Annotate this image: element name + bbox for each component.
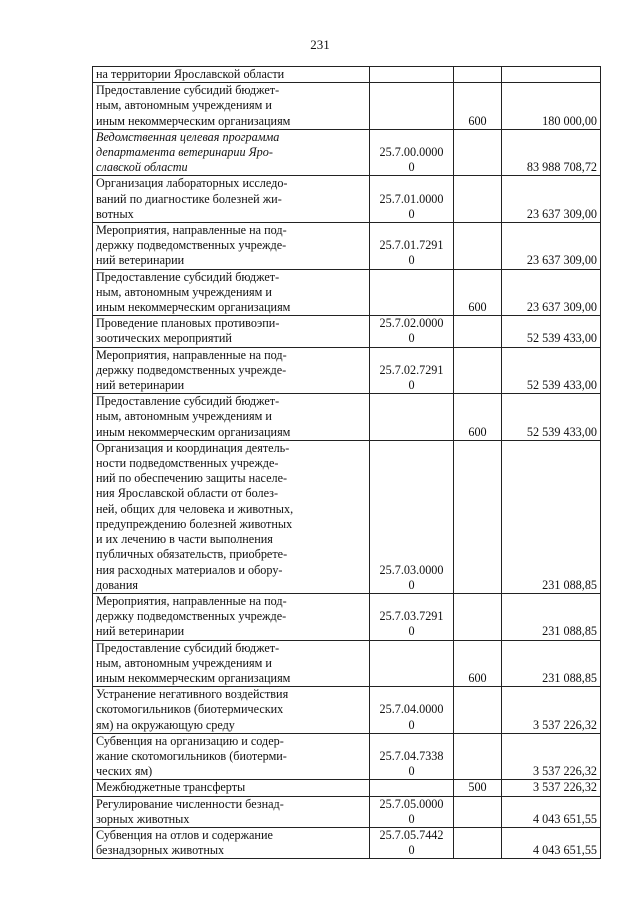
row-name-line: ным, автономным учреждениям и: [96, 284, 272, 299]
row-amount-cell: 4 043 651,55: [502, 796, 601, 827]
row-code-cell: [370, 394, 454, 441]
row-code-cell: [370, 733, 454, 780]
table-row: [93, 129, 601, 176]
row-name-line: Проведение плановых противоэпи-: [96, 316, 280, 331]
row-amount-cell: 3 537 226,32: [502, 733, 601, 780]
row-name-line: департамента ветеринарии Яро-: [96, 145, 273, 160]
row-name-cell: [93, 129, 370, 176]
row-expense-type-cell: [454, 440, 502, 593]
row-amount-cell: 52 539 433,00: [502, 394, 601, 441]
row-amount-cell: 180 000,00: [502, 83, 601, 130]
row-code-cell: [370, 316, 454, 347]
row-expense-type-cell: [454, 316, 502, 347]
row-name-line: Предоставление субсидий бюджет-: [96, 640, 280, 655]
table-row: [93, 733, 601, 780]
row-name-line: иным некоммерческим организациям: [96, 424, 291, 439]
row-code-line: 0: [408, 253, 415, 268]
row-expense-type-cell: [454, 67, 502, 83]
row-code-line: 25.7.05.7442: [379, 827, 444, 842]
row-name-cell: [93, 687, 370, 734]
row-name-line: Мероприятия, направленные на под-: [96, 223, 287, 238]
row-code-cell: [370, 440, 454, 593]
row-name-line: Регулирование численности безнад-: [96, 796, 284, 811]
row-code-cell: [370, 223, 454, 270]
row-amount-cell: 23 637 309,00: [502, 223, 601, 270]
table-row: [93, 176, 601, 223]
page-number: 231: [310, 37, 330, 52]
table-row: [93, 316, 601, 347]
row-code-line: 0: [408, 206, 415, 221]
row-amount-cell: [502, 67, 601, 83]
row-code-cell: [370, 83, 454, 130]
row-expense-type-cell: [454, 796, 502, 827]
row-amount-cell: 231 088,85: [502, 440, 601, 593]
row-name-cell: [93, 640, 370, 687]
table-row: [93, 67, 601, 83]
row-name-line: Предоставление субсидий бюджет-: [96, 269, 280, 284]
row-expense-type-cell: [454, 687, 502, 734]
row-name-line: ваний по диагностике болезней жи-: [96, 191, 282, 206]
row-name-line: ней, общих для человека и животных,: [96, 501, 294, 516]
table-row: [93, 640, 601, 687]
row-name-line: славской области: [96, 160, 188, 175]
row-name-line: Ведомственная целевая программа: [96, 129, 280, 144]
row-name-line: Предоставление субсидий бюджет-: [96, 394, 280, 409]
row-name-cell: [93, 780, 370, 796]
row-code-cell: [370, 176, 454, 223]
row-name-line: безнадзорных животных: [96, 843, 225, 858]
row-name-line: иным некоммерческим организациям: [96, 113, 291, 128]
row-code-cell: [370, 269, 454, 316]
row-name-line: публичных обязательств, приобрете-: [96, 547, 288, 562]
row-name-cell: [93, 440, 370, 593]
row-name-line: ным, автономным учреждениям и: [96, 98, 272, 113]
row-name-line: Организация лабораторных исследо-: [96, 176, 288, 191]
row-expense-type-cell: [454, 593, 502, 640]
row-expense-type-cell: [454, 129, 502, 176]
table-row: [93, 223, 601, 270]
row-name-line: Субвенция на организацию и содер-: [96, 733, 284, 748]
row-code-cell: [370, 780, 454, 796]
row-code-line: 0: [408, 764, 415, 779]
row-name-line: держку подведомственных учрежде-: [96, 238, 287, 253]
row-code-line: 25.7.01.0000: [379, 191, 444, 206]
row-code-cell: [370, 687, 454, 734]
row-amount-cell: 231 088,85: [502, 593, 601, 640]
row-name-line: ным, автономным учреждениям и: [96, 409, 272, 424]
table-row: [93, 827, 601, 858]
row-name-cell: [93, 796, 370, 827]
row-code-line: 25.7.01.7291: [379, 238, 444, 253]
row-name-line: на территории Ярославской области: [96, 67, 285, 81]
row-name-line: Организация и координация деятель-: [96, 440, 290, 455]
budget-table: [92, 66, 601, 859]
row-code-cell: [370, 347, 454, 394]
table-row: [93, 269, 601, 316]
row-code-line: 0: [408, 624, 415, 639]
row-name-line: скотомогильников (биотермических: [96, 702, 284, 717]
row-name-line: вотных: [96, 206, 134, 221]
row-name-line: ям) на окружающую среду: [96, 717, 235, 732]
row-amount-cell: 23 637 309,00: [502, 269, 601, 316]
row-name-line: иным некоммерческим организациям: [96, 300, 291, 315]
table-body: [93, 67, 601, 859]
row-name-cell: [93, 593, 370, 640]
row-name-cell: [93, 223, 370, 270]
row-amount-cell: 3 537 226,32: [502, 780, 601, 796]
table-row: [93, 593, 601, 640]
table-row: [93, 440, 601, 593]
row-amount-cell: 231 088,85: [502, 640, 601, 687]
row-expense-type-cell: [454, 827, 502, 858]
row-name-line: ния расходных материалов и обору-: [96, 562, 283, 577]
row-expense-type-cell: 600: [454, 269, 502, 316]
row-code-cell: [370, 796, 454, 827]
row-amount-cell: 3 537 226,32: [502, 687, 601, 734]
row-amount-cell: 52 539 433,00: [502, 347, 601, 394]
table-row: [93, 780, 601, 796]
row-name-line: и их лечению в части выполнения: [96, 532, 273, 547]
row-expense-type-cell: 600: [454, 394, 502, 441]
row-code-line: 25.7.04.7338: [379, 748, 444, 763]
row-code-line: 25.7.02.0000: [379, 316, 444, 331]
row-name-line: Предоставление субсидий бюджет-: [96, 83, 280, 98]
row-name-line: ний ветеринарии: [96, 624, 185, 639]
row-code-line: 25.7.03.7291: [379, 609, 444, 624]
row-expense-type-cell: [454, 176, 502, 223]
row-amount-cell: 4 043 651,55: [502, 827, 601, 858]
row-expense-type-cell: 600: [454, 640, 502, 687]
row-name-line: зорных животных: [96, 811, 190, 826]
row-name-cell: [93, 394, 370, 441]
table-row: [93, 796, 601, 827]
row-code-line: 0: [408, 811, 415, 826]
row-name-line: жание скотомогильников (биотерми-: [96, 748, 287, 763]
row-code-line: 25.7.04.0000: [379, 702, 444, 717]
row-expense-type-cell: 600: [454, 83, 502, 130]
row-name-cell: [93, 316, 370, 347]
row-name-cell: [93, 347, 370, 394]
row-amount-cell: 52 539 433,00: [502, 316, 601, 347]
row-code-line: 0: [408, 717, 415, 732]
row-name-cell: [93, 269, 370, 316]
row-name-line: ческих ям): [96, 764, 153, 779]
row-name-line: держку подведомственных учрежде-: [96, 362, 287, 377]
row-code-cell: [370, 129, 454, 176]
table-row: [93, 83, 601, 130]
row-code-line: 25.7.03.0000: [379, 562, 444, 577]
row-code-line: 0: [408, 331, 415, 346]
row-name-line: ний ветеринарии: [96, 378, 185, 393]
row-code-line: 0: [408, 378, 415, 393]
row-code-line: 25.7.05.0000: [379, 796, 444, 811]
row-code-line: 25.7.00.0000: [379, 145, 444, 160]
row-name-line: зоотических мероприятий: [96, 331, 232, 346]
row-name-line: Субвенция на отлов и содержание: [96, 827, 273, 842]
row-code-cell: [370, 593, 454, 640]
row-expense-type-cell: [454, 733, 502, 780]
row-name-cell: [93, 733, 370, 780]
row-expense-type-cell: [454, 347, 502, 394]
row-name-line: ности подведомственных учрежде-: [96, 456, 279, 471]
row-name-line: дования: [96, 577, 138, 592]
row-code-cell: [370, 640, 454, 687]
row-code-line: 0: [408, 160, 415, 175]
row-name-line: ний ветеринарии: [96, 253, 185, 268]
row-name-line: держку подведомственных учрежде-: [96, 609, 287, 624]
row-name-line: Межбюджетные трансферты: [96, 780, 246, 795]
row-code-cell: [370, 67, 454, 83]
table-row: [93, 394, 601, 441]
row-expense-type-cell: 500: [454, 780, 502, 796]
table-row: [93, 347, 601, 394]
row-code-line: 25.7.02.7291: [379, 362, 444, 377]
row-name-line: ний по обеспечению защиты населе-: [96, 471, 288, 486]
table-row: [93, 687, 601, 734]
row-code-cell: [370, 827, 454, 858]
row-name-line: Устранение негативного воздействия: [96, 687, 289, 702]
row-expense-type-cell: [454, 223, 502, 270]
row-name-line: предупреждению болезней животных: [96, 516, 293, 531]
row-name-line: Мероприятия, направленные на под-: [96, 593, 287, 608]
row-name-line: ным, автономным учреждениям и: [96, 655, 272, 670]
row-name-line: иным некоммерческим организациям: [96, 670, 291, 685]
row-code-line: 0: [408, 843, 415, 858]
row-name-cell: [93, 83, 370, 130]
row-name-cell: [93, 827, 370, 858]
row-name-cell: [93, 176, 370, 223]
row-amount-cell: 23 637 309,00: [502, 176, 601, 223]
row-name-line: ния Ярославской области от болез-: [96, 486, 279, 501]
row-code-line: 0: [408, 577, 415, 592]
row-name-line: Мероприятия, направленные на под-: [96, 347, 287, 362]
row-name-cell: [93, 67, 370, 83]
row-amount-cell: 83 988 708,72: [502, 129, 601, 176]
